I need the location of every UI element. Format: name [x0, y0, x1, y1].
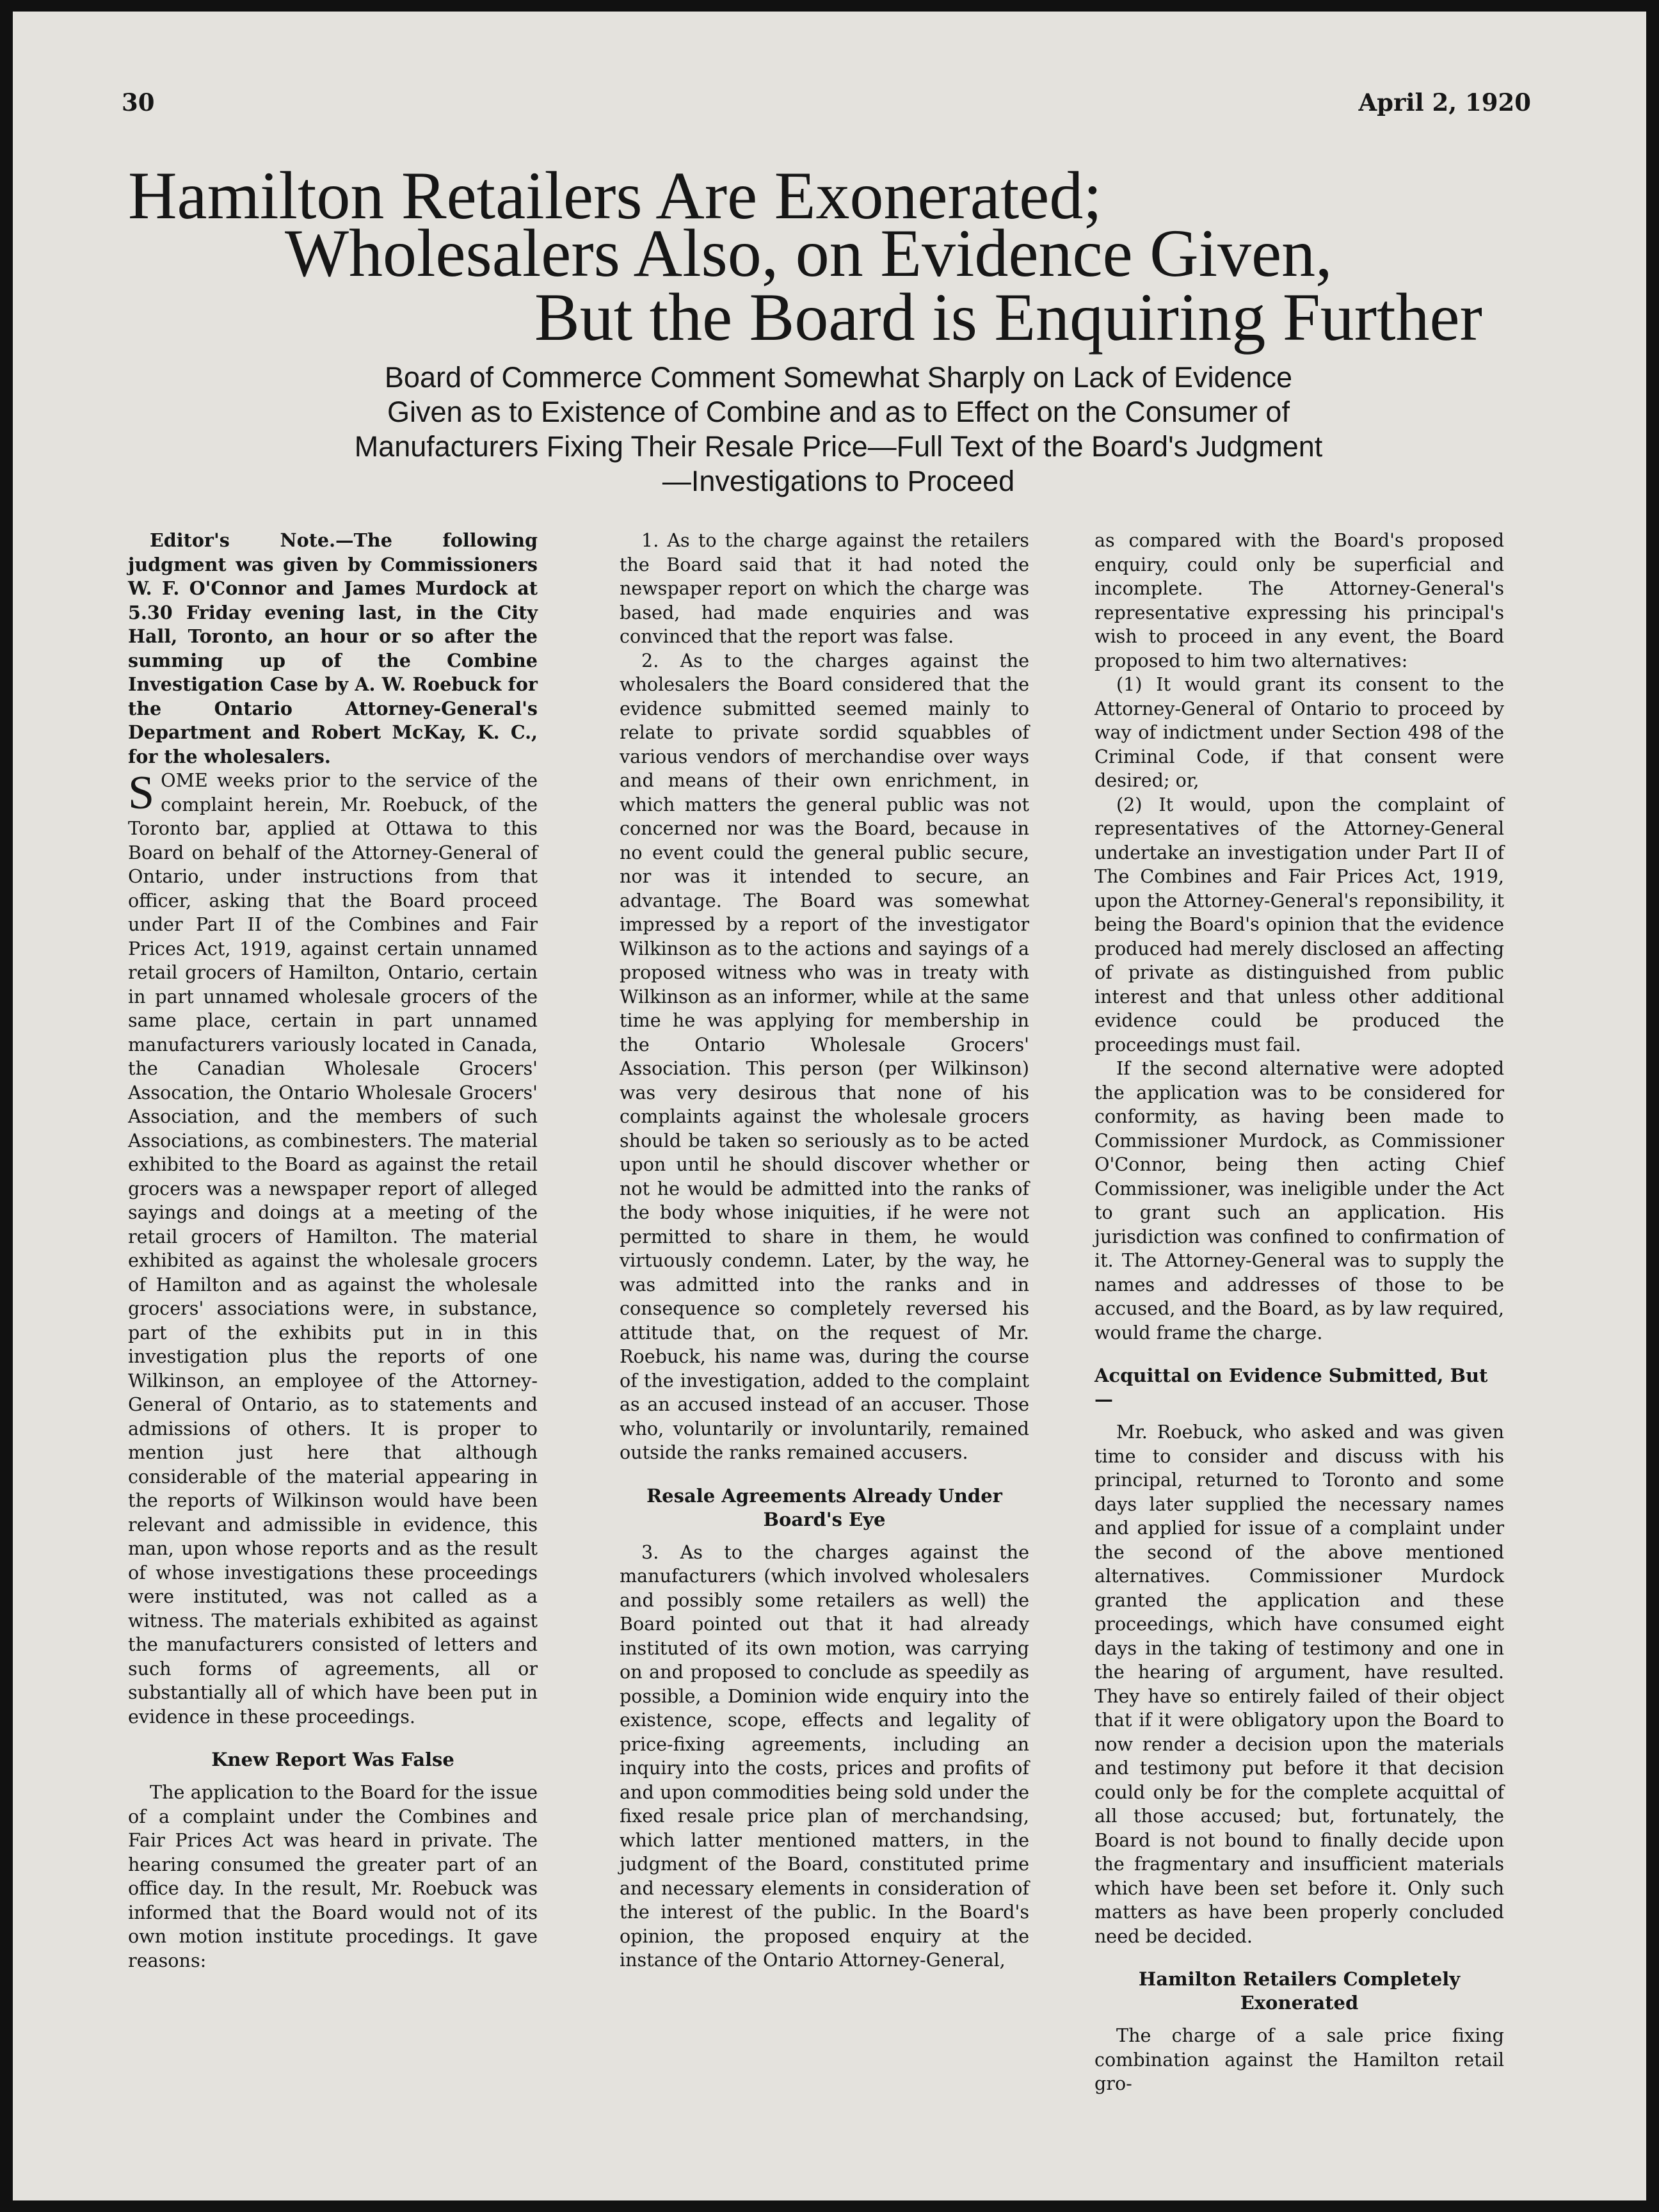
article-paragraph: 2. As to the charges against the wholesalers the Board considered that the evidence submitted seemed mainly to relate to private sordid squabbles of various vendors of merchandise over ways and means of their own enrichment, in which matters the general public was not concerned nor was the Board, because in no event could the general public secure, nor was it intended to secure, an advantage. The Board was somewhat impressed by a report of the investigator Wilkinson as to the actions and sayings of a proposed witness who was in treaty with Wilkinson as an informer, while at the same time he was applying for membership in the Ontario Wholesale Grocers' Association. This person (per Wilkinson) was very desirous that none of his complaints against the wholesale grocers should be taken so seriously as to be acted upon until he should discover whether or not he would be admitted into the ranks of the body whose iniquities, if he were not permitted to share in them, he would virtuously condemn. Later, by the way, he was admitted into the ranks and in consequence so completely reversed his attitude that, on the request of Mr. Roebuck, his name was, during the course of the investigation, added to the complaint as an accused instead of an accuser. Those who, voluntarily or involuntarily, remained outside the ranks remained accusers. — [620, 649, 1029, 1463]
article-paragraph — [128, 769, 538, 1729]
headline-line-3: But the Board is Enquiring Further — [534, 280, 1482, 355]
subheadline-deck: Board of Commerce Comment Somewhat Sharply on Lack of Evidence Given as to Existence of Combine and as to Effect on the Consumer of Manufacturers Fixing Their Resale Price—Full Text of the Board's Judgment—Investigations to Proceed — [354, 361, 1323, 497]
section-subhead: Acquittal on Evidence Submitted, But— — [1094, 1365, 1488, 1410]
article-paragraph: The application to the Board for the issue of a complaint under the Combines and Fair Prices Act was heard in private. The hearing consumed the greater part of an office day. In the result, Mr. Roebuck was informed that the Board would not of its own motion institute procedings. It gave reasons: — [128, 1781, 538, 1971]
article-paragraph-text: OME weeks prior to the service of the complaint herein, Mr. Roebuck, of the Toronto bar, applied at Ottawa to this Board on behalf of the Attorney-General of Ontario, under instructions from that officer, asking that the Board proceed under Part II of the Combines and Fair Prices Act, 1919, against certain unnamed retail grocers of Hamilton, Ontario, certain in part unnamed wholesale grocers of the same place, certain in part unnamed manufacturers variously located in Canada, the Canadian Wholesale Grocers' Assocation, the Ontario Wholesale Grocers' Association, and the members of such Associations, as combinesters. The material exhibited to the Board as against the retail grocers was a newspaper report of alleged sayings and doings at a meeting of the retail grocers of Hamilton. The material exhibited as against the wholesale grocers of Hamilton and as against the wholesale grocers' associations were, in substance, part of the exhibits put in in this investigation plus the reports of one Wilkinson, an employee of the Attorney-General of Ontario, as to statements and admissions of others. It is proper to mention just here that although considerable of the material appearing in the reports of Wilkinson would have been relevant and admissible in evidence, this man, upon whose reports and as the result of whose investigations these proceedings were instituted, was not called as a witness. The materials exhibited as against the manufacturers consisted of letters and such forms of agreements, all or substantially all of which have been put in evidence in these proceedings. — [128, 769, 538, 1727]
headline-line-1: Hamilton Retailers Are Exonerated; — [128, 158, 1102, 233]
issue-date: April 2, 1920 — [1358, 88, 1531, 116]
drop-cap: S — [128, 767, 155, 819]
article-paragraph: as compared with the Board's proposed enquiry, could only be superficial and incomplete. The Attorney-General's representative expressing his principal's wish to proceed in any event, the Board proposed to him two alternatives: — [1094, 529, 1504, 671]
article-paragraph: (1) It would grant its consent to the Attorney-General of Ontario to proceed by way of indictment under Section 498 of the Criminal Code, if that consent were desired; or, — [1094, 673, 1504, 791]
article-paragraph: If the second alternative were adopted the application was to be considered for conformity, as having been made to Commissioner Murdock, as Commissioner O'Connor, being then acting Chief Commissioner, was ineligible under the Act to grant such an application. His jurisdiction was confined to confirmation of it. The Attorney-General was to supply the names and addresses of those to be accused, and the Board, as by law required, would frame the charge. — [1094, 1057, 1504, 1343]
headline-line-2: Wholesalers Also, on Evidence Given, — [285, 216, 1333, 291]
article-column-3 — [1094, 529, 1504, 2096]
article-paragraph: (2) It would, upon the complaint of representatives of the Attorney-General undertake an investigation under Part II of The Combines and Fair Prices Act, 1919, upon the Attorney-General's reponsibility, it being the Board's opinion that the evidence produced had merely disclosed an affecting of private as distinguished from public interest and that unless other additional evidence could be produced the proceedings must fail. — [1094, 793, 1504, 1055]
article-column-2 — [620, 529, 1029, 1973]
article-paragraph: The charge of a sale price fixing combination against the Hamilton retail gro- — [1094, 2024, 1504, 2094]
article-paragraph: Mr. Roebuck, who asked and was given time to consider and discuss with his principal, returned to Toronto and some days later supplied the necessary names and applied for issue of a complaint under the second of the above mentioned alternatives. Commissioner Murdock granted the application and these proceedings, which have consumed eight days in the taking of testimony and one in the hearing of argument, have resulted. They have so entirely failed of their object that if it were obligatory upon the Board to now render a decision upon the materials and testimony put before it that decision could only be for the complete acquittal of all those accused; but, fortunately, the Board is not bound to finally decide upon the fragmentary and insufficient materials which have been set before it. Only such matters as have been properly concluded need be decided. — [1094, 1421, 1504, 1947]
page-number: 30 — [122, 88, 155, 116]
article-paragraph: 1. As to the charge against the retailers the Board said that it had noted the newspaper report on which the charge was based, had made enquiries and was convinced that the report was false. — [620, 529, 1029, 647]
section-subhead: Resale Agreements Already Under Board's Eye — [646, 1484, 1002, 1530]
editors-note: Editor's Note.—The following judgment was given by Commissioners W. F. O'Connor and James Murdock at 5.30 Friday evening last, in the City Hall, Toronto, an hour or so after the summing up of the Combine Investigation Case by A. W. Roebuck for the Ontario Attorney-General's Department and Robert McKay, K. C., for the wholesalers. — [128, 529, 538, 767]
article-paragraph: 3. As to the charges against the manufacturers (which involved wholesalers and possibly some retailers as well) the Board pointed out that it had already instituted of its own motion, was carrying on and proposed to conclude as speedily as possible, a Dominion wide enquiry into the existence, scope, effects and legality of price-fixing agreements, including an inquiry into the costs, prices and profits of and upon commodities being sold under the fixed resale price plan of merchandsing, which latter mentioned matters, in the judgment of the Board, constituted prime and necessary elements in consideration of the interest of the public. In the Board's opinion, the proposed enquiry at the instance of the Ontario Attorney-General, — [620, 1541, 1029, 1971]
article-column-1 — [128, 529, 538, 1973]
section-subhead: Knew Report Was False — [211, 1749, 454, 1770]
magazine-page — [13, 12, 1646, 2200]
section-subhead: Hamilton Retailers Completely Exonerated — [1138, 1968, 1461, 2014]
